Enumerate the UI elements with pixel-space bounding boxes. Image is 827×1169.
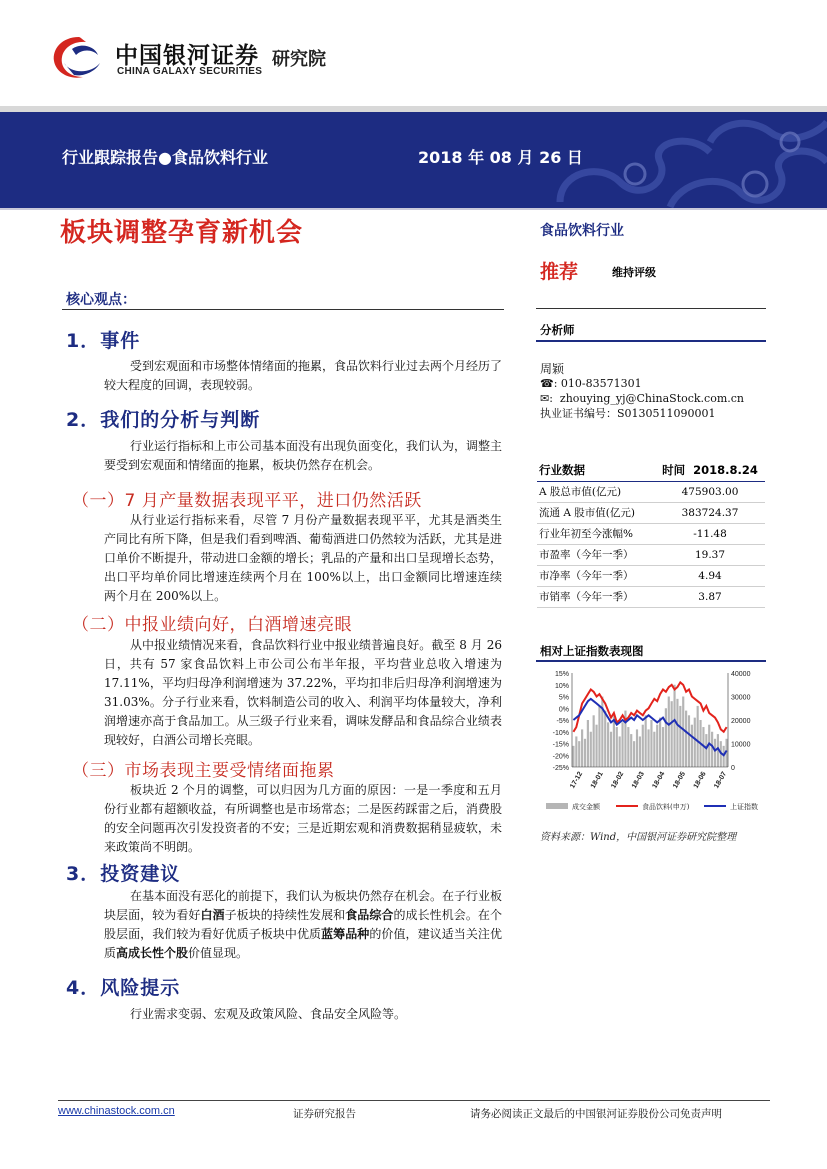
volume-bar [642,725,644,767]
x-tick-label: 18-04 [651,770,667,790]
x-tick-label: 18-02 [610,770,626,790]
volume-bar [636,729,638,767]
industry-data-table [537,460,765,608]
section-4-paragraph: 行业需求变弱、宏观及政策风险、食品安全风险等。 [130,1007,407,1021]
right-tick-label: 30000 [731,694,751,702]
left-tick-label: -15% [552,741,569,749]
volume-bar [590,732,592,767]
email-address[interactable]: zhouying_yj@ChinaStock.com.cn [559,392,745,405]
subsection-1-paragraph: 从行业运行指标来看，尽管 7 月份产量数据表现平平，尤其是酒类生产同比有所下降，但是我们看到啤酒、葡萄酒进口仍然较为活跃，尤其是进口单价不断提升，带动进口金额的增长；乳品的产量和出口呈现增长态势，出口平均单价同比增速连续两个月在 100%以上，出口金额同比增速连续两个月在 200%以上。 [104,513,502,603]
volume-bar [662,727,664,767]
volume-bar [607,722,609,767]
report-date: 2018 年 08 月 26 日 [418,148,583,167]
envelope-icon: ✉ [540,392,550,405]
volume-bar [572,746,574,767]
logo-english: CHINA GALAXY SECURITIES [117,66,263,77]
volume-bar [711,732,713,767]
volume-bar [578,741,580,767]
industry-name: 食品饮料行业 [540,223,624,239]
logo-chinese: 中国银河证券 [115,43,259,69]
volume-bar [621,722,623,767]
phone-icon: ☎ [540,377,554,390]
chart-source: 资料来源：Wind，中国银河证券研究院整理 [540,832,737,843]
volume-bar [688,715,690,767]
footer-disclaimer: 请务必阅读正文最后的中国银河证券股份公司免责声明 [470,1108,722,1120]
left-tick-label: 10% [554,682,569,690]
x-tick-label: 18-03 [630,770,646,790]
volume-bar [627,727,629,767]
volume-bar [653,732,655,767]
relative-performance-chart [536,665,768,820]
volume-bar [616,727,618,767]
analyst-divider [536,340,766,342]
legend-label: 食品饮料(申万) [642,803,690,811]
analyst-heading: 分析师 [540,323,575,337]
volume-bar [650,720,652,767]
volume-bar [639,736,641,767]
volume-bar [604,711,606,767]
institute-label: 研究院 [272,49,326,70]
volume-bar [645,715,647,767]
left-tick-label: -20% [552,753,569,761]
section-4-heading: 4．风险提示 [66,977,181,999]
table-row: 行业年初至今涨幅% -11.48 [537,523,765,544]
subsection-1-heading: （一）7 月产量数据表现平平，进口仍然活跃 [72,491,422,511]
volume-bar [584,739,586,767]
galaxy-logo-icon [50,33,108,81]
section-1-heading: 1．事件 [66,330,141,352]
chart-divider [536,660,766,662]
food-beverage-line [573,682,726,731]
volume-bar [671,701,673,767]
volume-bar [630,734,632,767]
left-tick-label: -10% [552,729,569,737]
subsection-3-paragraph: 板块近 2 个月的调整，可以归因为几方面的原因：一是一季度和五月份行业都有超额收益，有所调整也是市场常态；二是医药踩雷之后，消费股的安全问题再次引发投资者的不安；三是近期宏观和消费数据稍显疲软，未来政策尚不明朗。 [104,783,502,854]
volume-bar [697,706,699,767]
chart-heading: 相对上证指数表现图 [540,644,644,658]
right-tick-label: 40000 [731,671,751,678]
x-tick-label: 18-07 [713,770,729,790]
table-row: 市盈率（今年一季） 19.37 [537,544,765,565]
analyst-email: ✉: zhouying_yj@ChinaStock.com.cn [540,392,745,405]
legend-label: 上证指数 [730,803,758,811]
x-tick-label: 18-05 [672,770,688,790]
table-row: 市净率（今年一季） 4.94 [537,565,765,586]
legend-swatch [546,803,568,809]
volume-bar [593,715,595,767]
footer-doc-type: 证券研究报告 [293,1108,356,1120]
core-divider [62,309,504,310]
rating-note: 维持评级 [612,266,656,279]
volume-bar [659,718,661,767]
rating: 推荐 [540,261,579,283]
subsection-3-heading: （三）市场表现主要受情绪面拖累 [72,761,335,781]
volume-bar [673,685,675,767]
volume-bar [665,708,667,767]
section-3-heading: 3．投资建议 [66,863,181,885]
subsection-2-paragraph: 从中报业绩情况来看，食品饮料行业中报业绩普遍良好。截至 8 月 26 日，共有 57 家食品饮料上市公司公布半年报，平均营业总收入增速为 17.11%，平均归母净利润增速为 37.22%，平均扣非后归母净利润增速为 31.03%。分子行业来看，饮料制造公司的收入、利润平均体量较大，净利润增速亦高于食品加工。从三级子行业来看，调味发酵品和食品综合业绩表现较好，白酒公司增长亮眼。 [104,638,502,747]
left-tick-label: 5% [558,694,569,702]
volume-bar [714,739,716,767]
core-heading: 核心观点： [66,292,136,308]
volume-bar [595,725,597,767]
volume-bar [575,736,577,767]
section-2-paragraph: 行业运行指标和上市公司基本面没有出现负面变化，我们认为，调整主要受到宏观面和情绪面的拖累，板块仍然存在机会。 [104,439,503,472]
volume-bar [656,725,658,767]
left-tick-label: -25% [552,765,569,772]
page-title: 板块调整孕育新机会 [60,218,304,248]
section-3-paragraph: 在基本面没有恶化的前提下，我们认为板块仍然存在机会。在子行业板块层面，较为看好白酒子板块的持续性发展和食品综合的成长性机会。在个股层面，我们较为看好优质子板块中优质蓝筹品种的价值，建议适当关注优质高成长性个股价值显现。 [104,889,503,960]
table-time: 时间 2018.8.24 [655,460,765,481]
volume-bar [610,732,612,767]
volume-bar [676,699,678,767]
volume-bar [705,734,707,767]
left-tick-label: 15% [554,671,569,678]
volume-bar [647,729,649,767]
phone-number: 010-83571301 [560,377,642,390]
right-tick-label: 10000 [731,741,751,749]
analyst-license: 执业证书编号：S0130511090001 [540,407,716,420]
left-tick-label: 0% [558,706,569,714]
table-row: A 股总市值(亿元) 475903.00 [537,481,765,502]
volume-bar [679,706,681,767]
x-tick-label: 18-06 [692,770,708,790]
legend-label: 成交金额 [572,803,600,811]
x-tick-label: 18-01 [589,770,605,790]
analyst-name: 周颖 [540,362,565,376]
volume-bar [619,736,621,767]
x-tick-label: 17-12 [569,770,585,790]
volume-bar [685,711,687,767]
volume-bar [691,725,693,767]
subsection-2-heading: （二）中报业绩向好，白酒增速亮眼 [72,615,352,635]
left-tick-label: -5% [556,718,569,725]
volume-bar [682,697,684,768]
analyst-phone: ☎: 010-83571301 [540,377,642,390]
volume-bar [633,741,635,767]
report-type: 行业跟踪报告●食品饮料行业 [62,148,268,167]
right-tick-label: 20000 [731,718,751,725]
table-row: 流通 A 股市值(亿元) 383724.37 [537,502,765,523]
right-tick-label: 0 [731,765,735,772]
volume-bar [581,729,583,767]
volume-bar [668,697,670,768]
section-2-heading: 2．我们的分析与判断 [66,409,261,431]
volume-bar [598,706,600,767]
table-row: 市销率（今年一季） 3.87 [537,586,765,607]
volume-bar [694,718,696,767]
footer-website-link[interactable]: www.chinastock.com.cn [58,1105,175,1117]
section-1-paragraph: 受到宏观面和市场整体情绪面的拖累，食品饮料行业过去两个月经历了较大程度的回调，表现较弱。 [104,359,503,392]
table-title: 行业数据 [537,460,655,481]
volume-bar [587,720,589,767]
sidebar-divider [536,308,766,309]
footer-divider [58,1100,770,1101]
